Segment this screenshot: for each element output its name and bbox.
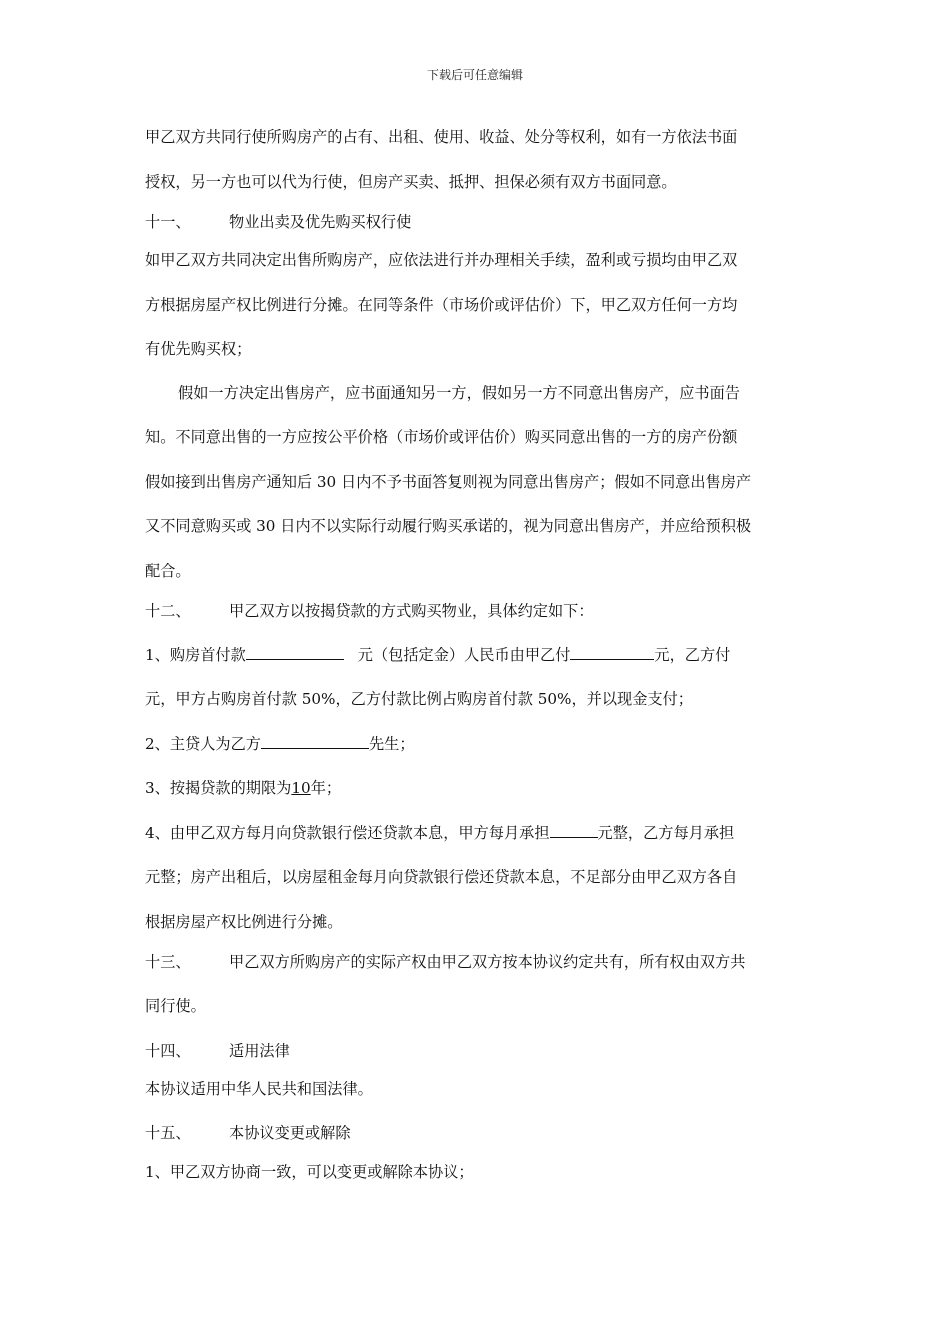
paragraph-line: 方根据房屋产权比例进行分摊。在同等条件（市场价或评估价）下，甲乙双方任何一方均 <box>145 296 738 314</box>
blank-field <box>570 645 654 660</box>
section-title: 甲乙双方以按揭贷款的方式购买物业，具体约定如下： <box>229 602 594 620</box>
paragraph-line: 有优先购买权； <box>145 340 252 358</box>
section-title: 甲乙双方所购房产的实际产权由甲乙双方按本协议约定共有，所有权由双方共 <box>229 953 746 971</box>
section-number: 十二、 <box>145 602 191 620</box>
paragraph-line: 知。不同意出售的一方应按公平价格（市场价或评估价）购买同意出售的一方的房产份额 <box>145 428 738 446</box>
section-heading-15 <box>145 1123 351 1143</box>
paragraph-line: 假如接到出售房产通知后 30 日内不予书面答复则视为同意出售房产；假如不同意出售房产 <box>145 473 752 491</box>
paragraph-line: 本协议适用中华人民共和国法律。 <box>145 1080 373 1098</box>
paragraph-line: 同行使。 <box>145 997 206 1015</box>
section-heading-12 <box>145 601 594 621</box>
blank-field <box>246 645 344 660</box>
clause-text: 年； <box>310 779 342 797</box>
paragraph-line: 1、甲乙双方协商一致，可以变更或解除本协议； <box>145 1163 474 1181</box>
clause-item-4 <box>145 823 734 843</box>
section-number: 十五、 <box>145 1124 191 1142</box>
section-title: 物业出卖及优先购买权行使 <box>229 213 412 231</box>
clause-item-1 <box>145 645 730 665</box>
section-heading-14 <box>145 1041 290 1061</box>
clause-text: 先生； <box>368 735 415 753</box>
blank-field <box>261 734 369 749</box>
clause-text: 4、由甲乙双方每月向贷款银行偿还贷款本息，甲方每月承担 <box>145 824 550 842</box>
paragraph-line: 授权，另一方也可以代为行使，但房产买卖、抵押、担保必须有双方书面同意。 <box>145 173 677 191</box>
paragraph-line: 配合。 <box>145 562 191 580</box>
section-heading-13 <box>145 952 745 972</box>
clause-text: 元（包括定金）人民币由甲乙付 <box>357 646 571 664</box>
blank-field <box>550 823 598 838</box>
clause-item-2 <box>145 734 415 754</box>
paragraph-line: 甲乙双方共同行使所购房产的占有、出租、使用、收益、处分等权利，如有一方依法书面 <box>145 128 738 146</box>
clause-text: 元，乙方付 <box>654 646 731 664</box>
loan-term-value: 10 <box>291 779 311 797</box>
clause-text: 2、主贷人为乙方 <box>145 735 261 753</box>
section-number: 十三、 <box>145 953 191 971</box>
paragraph-line: 元，甲方占购房首付款 50%，乙方付款比例占购房首付款 50%，并以现金支付； <box>145 690 693 708</box>
paragraph-line: 元整；房产出租后，以房屋租金每月向贷款银行偿还贷款本息，不足部分由甲乙双方各自 <box>145 868 738 886</box>
clause-text: 3、按揭贷款的期限为 <box>145 779 292 797</box>
paragraph-line: 假如一方决定出售房产，应书面通知另一方，假如另一方不同意出售房产，应书面告 <box>178 384 740 402</box>
clause-text: 元整，乙方每月承担 <box>597 824 735 842</box>
paragraph-line: 又不同意购买或 30 日内不以实际行动履行购买承诺的，视为同意出售房产，并应给预积极 <box>145 517 752 535</box>
clause-item-3 <box>145 778 341 798</box>
page-header: 下载后可任意编辑 <box>426 68 523 82</box>
section-title: 适用法律 <box>229 1042 290 1060</box>
paragraph-line: 如甲乙双方共同决定出售所购房产，应依法进行并办理相关手续，盈利或亏损均由甲乙双 <box>145 251 738 269</box>
clause-text: 1、购房首付款 <box>145 646 246 664</box>
paragraph-line: 根据房屋产权比例进行分摊。 <box>145 913 343 931</box>
section-number: 十一、 <box>145 213 191 231</box>
section-number: 十四、 <box>145 1042 191 1060</box>
section-title: 本协议变更或解除 <box>229 1124 351 1142</box>
section-heading-11 <box>145 212 411 232</box>
